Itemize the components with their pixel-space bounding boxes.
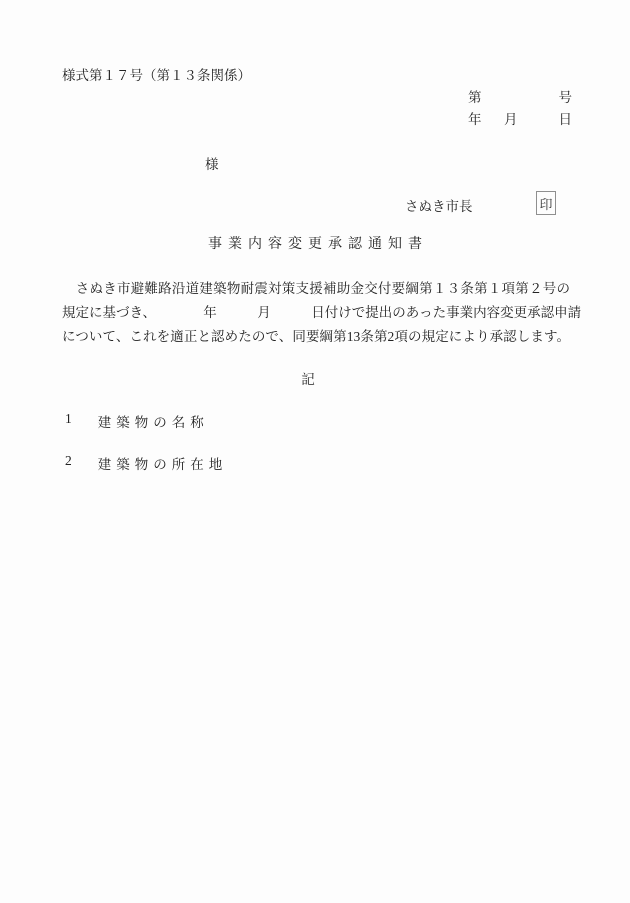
body-line: 規定に基づき、 年 月 日付けで提出のあった事業内容変更承認申請: [62, 305, 582, 320]
item-label: 建築物の所在地: [97, 457, 228, 472]
doc-number-suffix: 号: [558, 90, 572, 105]
list-item: [65, 453, 227, 473]
body-line: さぬき市避難路沿道建築物耐震対策支援補助金交付要綱第１３条第１項第２号の: [62, 281, 570, 296]
seal-box: [536, 191, 556, 215]
date-day-label: 日: [558, 112, 572, 127]
date-month-label: 月: [504, 112, 518, 127]
sender-name: さぬき市長: [405, 199, 473, 214]
body-paragraph: [62, 277, 582, 349]
seal-stamp-label: 印: [539, 196, 553, 212]
item-number: 1: [65, 411, 72, 426]
doc-number-line: [468, 86, 572, 103]
form-number: 様式第１７号（第１３条関係）: [62, 68, 251, 83]
addressee-suffix: 様: [205, 157, 219, 172]
date-year-label: 年: [468, 112, 482, 127]
list-item: [65, 411, 209, 431]
item-number: 2: [65, 453, 72, 468]
body-line: について、これを適正と認めたので、同要綱第13条第2項の規定により承認します。: [62, 329, 570, 344]
list-heading: 記: [301, 372, 315, 387]
document-title: 事業内容変更承認通知書: [208, 237, 428, 252]
date-line: [468, 108, 572, 125]
item-label: 建築物の名称: [97, 415, 209, 430]
doc-number-prefix: 第: [468, 90, 482, 105]
